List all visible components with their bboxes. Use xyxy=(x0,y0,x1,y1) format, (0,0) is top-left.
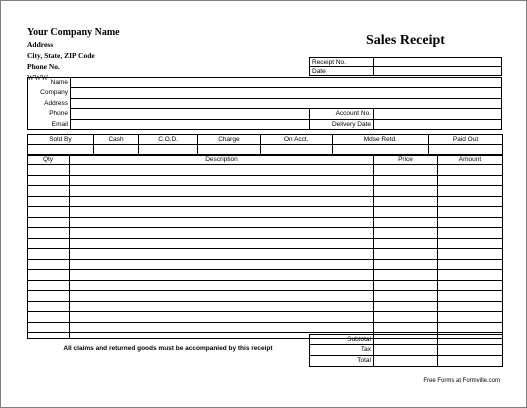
company-block xyxy=(27,26,120,83)
items-header-line xyxy=(27,164,503,165)
item-row-line xyxy=(27,259,503,260)
delivery-date-label: Delivery Date xyxy=(331,121,371,128)
date-label-cell xyxy=(309,66,374,76)
description-header: Description xyxy=(205,156,238,163)
tax-field[interactable] xyxy=(438,345,502,354)
payment-col-header: Sold By xyxy=(28,135,94,145)
company-www: WWW xyxy=(27,73,49,82)
item-row-line xyxy=(27,322,503,323)
date-label: Date xyxy=(312,68,326,75)
item-row-line xyxy=(27,269,503,270)
total-label: Total xyxy=(357,357,371,364)
email-field[interactable] xyxy=(71,120,308,129)
item-row-line xyxy=(27,301,503,302)
item-row-line xyxy=(27,332,503,333)
phone-label: Phone xyxy=(49,110,68,117)
address-label: Address xyxy=(44,100,68,107)
item-row-line xyxy=(27,280,503,281)
delivery-date-field[interactable] xyxy=(374,120,501,129)
claims-note: All claims and returned goods must be accompanied by this receipt xyxy=(63,345,273,352)
item-row-line xyxy=(27,248,503,249)
company-address: Address xyxy=(27,40,54,49)
amount-header: Amount xyxy=(458,156,482,163)
payment-col-header: On Acct. xyxy=(260,135,332,145)
company-phone: Phone No. xyxy=(27,62,60,71)
price-header: Price xyxy=(398,156,413,163)
credit-text: Free Forms at Formville.com xyxy=(423,378,500,384)
item-row-line xyxy=(27,206,503,207)
receipt-no-label: Receipt No. xyxy=(312,59,346,66)
item-row-line xyxy=(27,196,503,197)
document-title: Sales Receipt xyxy=(366,33,445,48)
name-label: Name xyxy=(50,79,68,86)
item-row-line xyxy=(27,290,503,291)
company-city: City, State, ZIP Code xyxy=(27,51,95,60)
payment-col-header: Mdse Retd. xyxy=(332,135,428,145)
item-row-line xyxy=(27,238,503,239)
item-row-line xyxy=(27,311,503,312)
account-no-field[interactable] xyxy=(374,109,501,118)
subtotal-label: Subtotal xyxy=(347,336,371,343)
item-row-line xyxy=(27,185,503,186)
tax-label: Tax xyxy=(360,346,371,353)
subtotal-field[interactable] xyxy=(438,335,502,344)
name-field[interactable] xyxy=(71,78,501,87)
company-label: Company xyxy=(40,89,68,96)
payment-col-header: C.O.D. xyxy=(139,135,198,145)
payment-col-header: Paid Out xyxy=(429,135,503,145)
company-name: Your Company Name xyxy=(27,27,120,38)
payment-table xyxy=(27,134,503,156)
item-row-line xyxy=(27,217,503,218)
payment-col-header: Charge xyxy=(198,135,261,145)
item-row-line xyxy=(27,227,503,228)
email-label: Email xyxy=(51,121,68,128)
company-field[interactable] xyxy=(71,88,501,97)
phone-field[interactable] xyxy=(71,109,308,118)
item-row-line xyxy=(27,175,503,176)
address-field[interactable] xyxy=(71,99,501,108)
account-no-label: Account No. xyxy=(335,110,371,117)
qty-header: Qty xyxy=(42,156,54,163)
payment-col-header: Cash xyxy=(93,135,139,145)
date-field[interactable] xyxy=(373,66,502,76)
total-field[interactable] xyxy=(438,356,502,366)
